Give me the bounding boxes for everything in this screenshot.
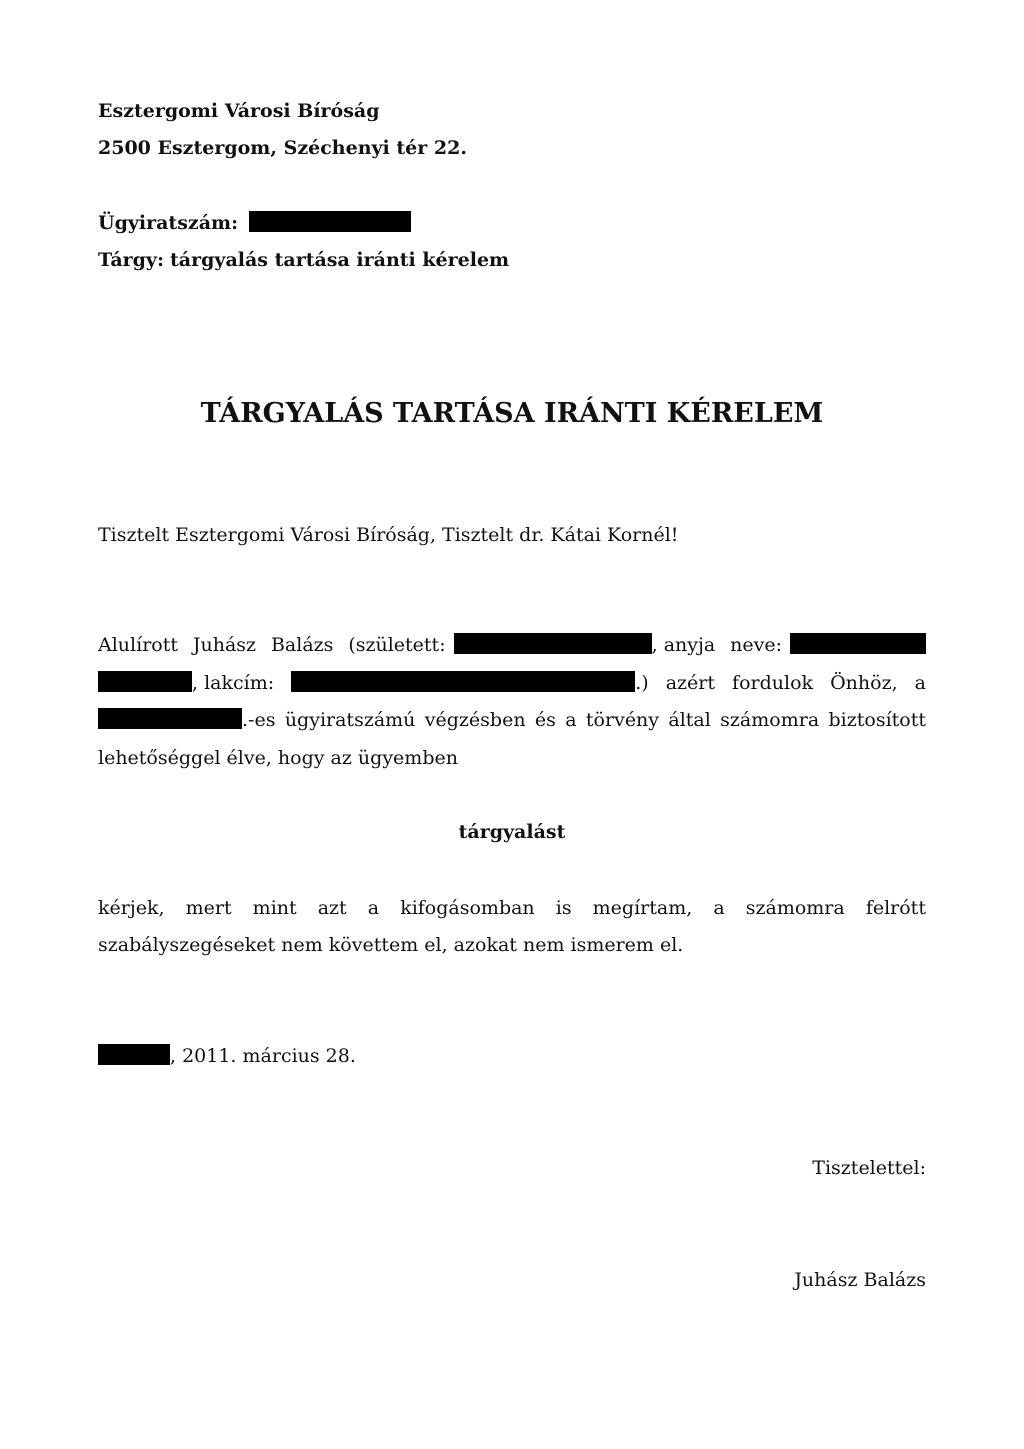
case-number-label: Ügyiratszám: bbox=[98, 212, 239, 234]
redacted-address bbox=[291, 671, 635, 692]
paragraph-1-line-1 bbox=[98, 633, 926, 657]
paragraph-2-line-1 bbox=[98, 896, 926, 920]
paragraph-1-line-3 bbox=[98, 708, 926, 732]
word: biztosított bbox=[828, 709, 926, 731]
redacted-mother-name bbox=[790, 633, 926, 654]
word: .-es bbox=[98, 708, 275, 732]
word: Alulírott bbox=[98, 634, 178, 656]
word: fordulok bbox=[732, 672, 814, 694]
word: azért bbox=[665, 672, 715, 694]
word: ügyiratszámú bbox=[284, 709, 416, 731]
court-name: Esztergomi Városi Bíróság bbox=[98, 100, 380, 122]
paragraph-1-line-4: lehetőséggel élve, hogy az ügyemben bbox=[98, 747, 458, 769]
word: törvény bbox=[585, 709, 660, 731]
word: a bbox=[367, 897, 380, 919]
word: számomra bbox=[720, 709, 820, 731]
word: végzésben bbox=[424, 709, 526, 731]
word: és bbox=[534, 709, 556, 731]
word: Juhász bbox=[192, 634, 257, 656]
word: kérjek, bbox=[98, 897, 165, 919]
emphasis-word: tárgyalást bbox=[458, 821, 566, 843]
subject-line bbox=[98, 248, 509, 272]
word: a bbox=[713, 897, 725, 919]
word: is bbox=[555, 897, 572, 919]
document-title: TÁRGYALÁS TARTÁSA IRÁNTI KÉRELEM bbox=[200, 398, 824, 429]
redacted-mother-name-cont bbox=[98, 671, 192, 692]
word: számomra bbox=[745, 897, 845, 919]
word: neve: bbox=[730, 633, 926, 657]
subject-label: Tárgy: bbox=[98, 249, 164, 271]
redacted-ruling-number bbox=[98, 708, 242, 729]
redacted-case-number bbox=[249, 211, 411, 232]
word: a bbox=[565, 709, 577, 731]
word: kifogásomban bbox=[400, 897, 535, 919]
redacted-place bbox=[98, 1044, 170, 1065]
redacted-birth-data bbox=[454, 633, 652, 654]
word: megírtam, bbox=[592, 897, 693, 919]
date-text: , 2011. március 28. bbox=[170, 1045, 356, 1067]
word: , lakcím: bbox=[98, 671, 274, 695]
word: által bbox=[668, 709, 711, 731]
paragraph-1-line-2 bbox=[98, 671, 926, 695]
subject-text: tárgyalás tartása iránti kérelem bbox=[170, 249, 510, 271]
word: Balázs bbox=[270, 634, 334, 656]
word: .) bbox=[291, 671, 648, 695]
signature: Juhász Balázs bbox=[794, 1269, 926, 1291]
word: felrótt bbox=[865, 897, 926, 919]
paragraph-2-line-2: szabályszegéseket nem követtem el, azokat nem ismerem el. bbox=[98, 934, 684, 956]
word: mint bbox=[252, 897, 297, 919]
closing: Tisztelettel: bbox=[812, 1157, 926, 1179]
word: a bbox=[914, 672, 926, 694]
word: Önhöz, bbox=[830, 672, 898, 694]
word: mert bbox=[185, 897, 232, 919]
salutation: Tisztelt Esztergomi Városi Bíróság, Tisztelt dr. Kátai Kornél! bbox=[98, 524, 679, 546]
case-number-line bbox=[98, 211, 411, 235]
word: (született: , anyja bbox=[348, 634, 716, 656]
court-address: 2500 Esztergom, Széchenyi tér 22. bbox=[98, 137, 467, 159]
word: azt bbox=[317, 897, 347, 919]
date-line bbox=[98, 1044, 356, 1068]
